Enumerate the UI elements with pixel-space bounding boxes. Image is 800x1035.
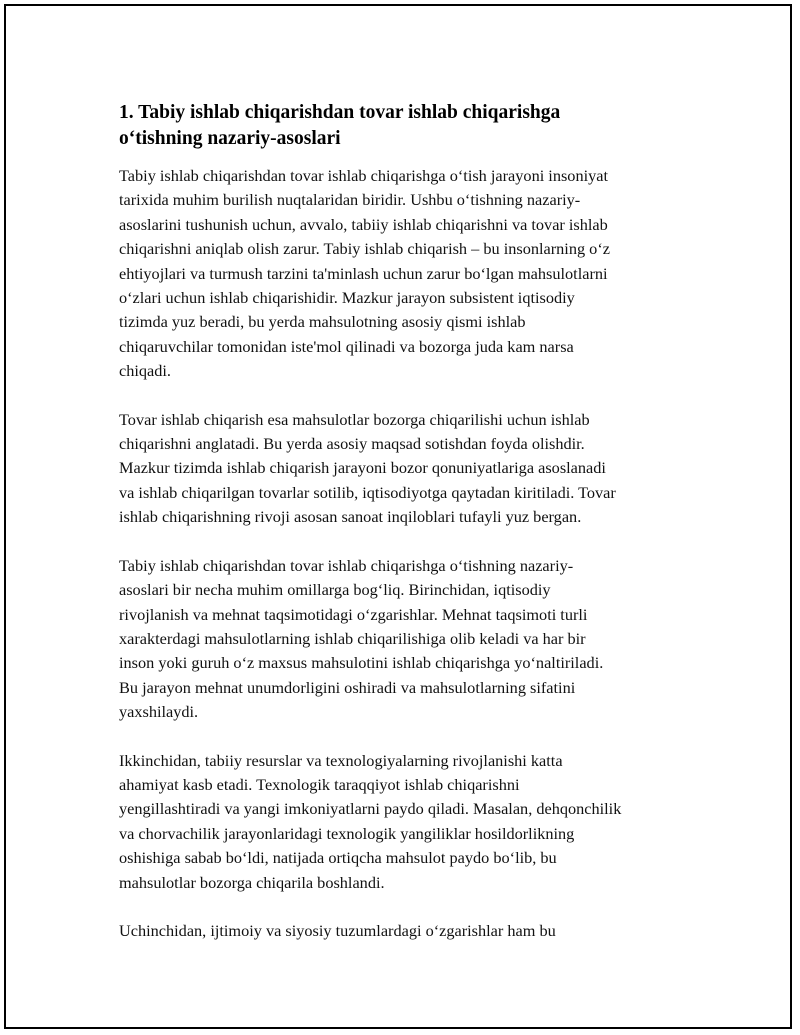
document-body (119, 100, 697, 967)
paragraph-line: va ishlab chiqarilgan tovarlar sotilib, iqtisodiyotga qaytadan kiritiladi. Tovar (119, 482, 616, 502)
paragraph-line: va chorvachilik jarayonlaridagi texnologik yangiliklar hosildorlikning (119, 823, 575, 843)
paragraph-line: tarixida muhim burilish nuqtalaridan biridir. Ushbu o‘tishning nazariy- (119, 190, 581, 210)
paragraph-line: asoslari bir necha muhim omillarga bog‘liq. Birinchidan, iqtisodiy (119, 580, 551, 600)
paragraph-line: tizimda yuz beradi, bu yerda mahsulotning asosiy qismi ishlab (119, 312, 526, 332)
paragraph-line: inson yoki guruh o‘z maxsus mahsulotini ishlab chiqarishga yo‘naltiriladi. (119, 653, 604, 673)
paragraph-line: chiqarishni anglatadi. Bu yerda asosiy maqsad sotishdan foyda olishdir. (119, 434, 585, 454)
paragraph-line: chiqarishni aniqlab olish zarur. Tabiy ishlab chiqarish – bu insonlarning o‘z (119, 239, 610, 259)
body-paragraph (119, 408, 697, 530)
paragraph-line: oshishiga sabab bo‘ldi, natijada ortiqcha mahsulot paydo bo‘lib, bu (119, 848, 557, 868)
paragraph-line: ahamiyat kasb etadi. Texnologik taraqqiyot ishlab chiqarishni (119, 774, 520, 794)
paragraph-line: Tabiy ishlab chiqarishdan tovar ishlab chiqarishga o‘tishning nazariy- (119, 555, 574, 575)
section-heading (119, 100, 697, 152)
paragraph-line: Bu jarayon mehnat unumdorligini oshiradi va mahsulotlarning sifatini (119, 677, 576, 697)
paragraph-line: Tabiy ishlab chiqarishdan tovar ishlab chiqarishga o‘tish jarayoni insoniyat (119, 166, 608, 185)
body-paragraph (119, 919, 697, 943)
body-paragraph (119, 749, 697, 895)
paragraph-line: Tovar ishlab chiqarish esa mahsulotlar bozorga chiqarilishi uchun ishlab (119, 409, 590, 429)
body-paragraph (119, 164, 697, 384)
paragraph-line: chiqaruvchilar tomonidan iste'mol qilinadi va bozorga juda kam narsa (119, 336, 574, 356)
heading-line: o‘tishning nazariy-asoslari (119, 128, 341, 149)
paragraph-line: Mazkur tizimda ishlab chiqarish jarayoni bozor qonuniyatlariga asoslanadi (119, 458, 606, 478)
page-frame (4, 4, 792, 1029)
paragraph-line: Ikkinchidan, tabiiy resurslar va texnologiyalarning rivojlanishi katta (119, 750, 563, 770)
paragraph-line: ehtiyojlari va turmush tarzini ta'minlash uchun zarur bo‘lgan mahsulotlarni (119, 263, 608, 283)
heading-line: 1. Tabiy ishlab chiqarishdan tovar ishlab chiqarishga (119, 102, 561, 123)
paragraph-line: mahsulotlar bozorga chiqarila boshlandi. (119, 872, 385, 892)
paragraph-line: asoslarini tushunish uchun, avvalo, tabiiy ishlab chiqarishni va tovar ishlab (119, 214, 608, 234)
paragraph-line: o‘zlari uchun ishlab chiqarishidir. Mazkur jarayon subsistent iqtisodiy (119, 288, 575, 308)
paragraph-line: yaxshilaydi. (119, 702, 199, 722)
paragraph-line: chiqadi. (119, 361, 171, 381)
body-paragraph (119, 554, 697, 725)
paragraph-line: xarakterdagi mahsulotlarning ishlab chiqarilishiga olib keladi va har bir (119, 628, 586, 648)
paragraph-list (119, 164, 697, 943)
paragraph-line: ishlab chiqarishning rivoji asosan sanoat inqiloblari tufayli yuz bergan. (119, 507, 582, 527)
paragraph-line: Uchinchidan, ijtimoiy va siyosiy tuzumlardagi o‘zgarishlar ham bu (119, 920, 556, 940)
paragraph-line: yengillashtiradi va yangi imkoniyatlarni paydo qiladi. Masalan, dehqonchilik (119, 799, 622, 819)
paragraph-line: rivojlanish va mehnat taqsimotidagi o‘zgarishlar. Mehnat taqsimoti turli (119, 604, 588, 624)
